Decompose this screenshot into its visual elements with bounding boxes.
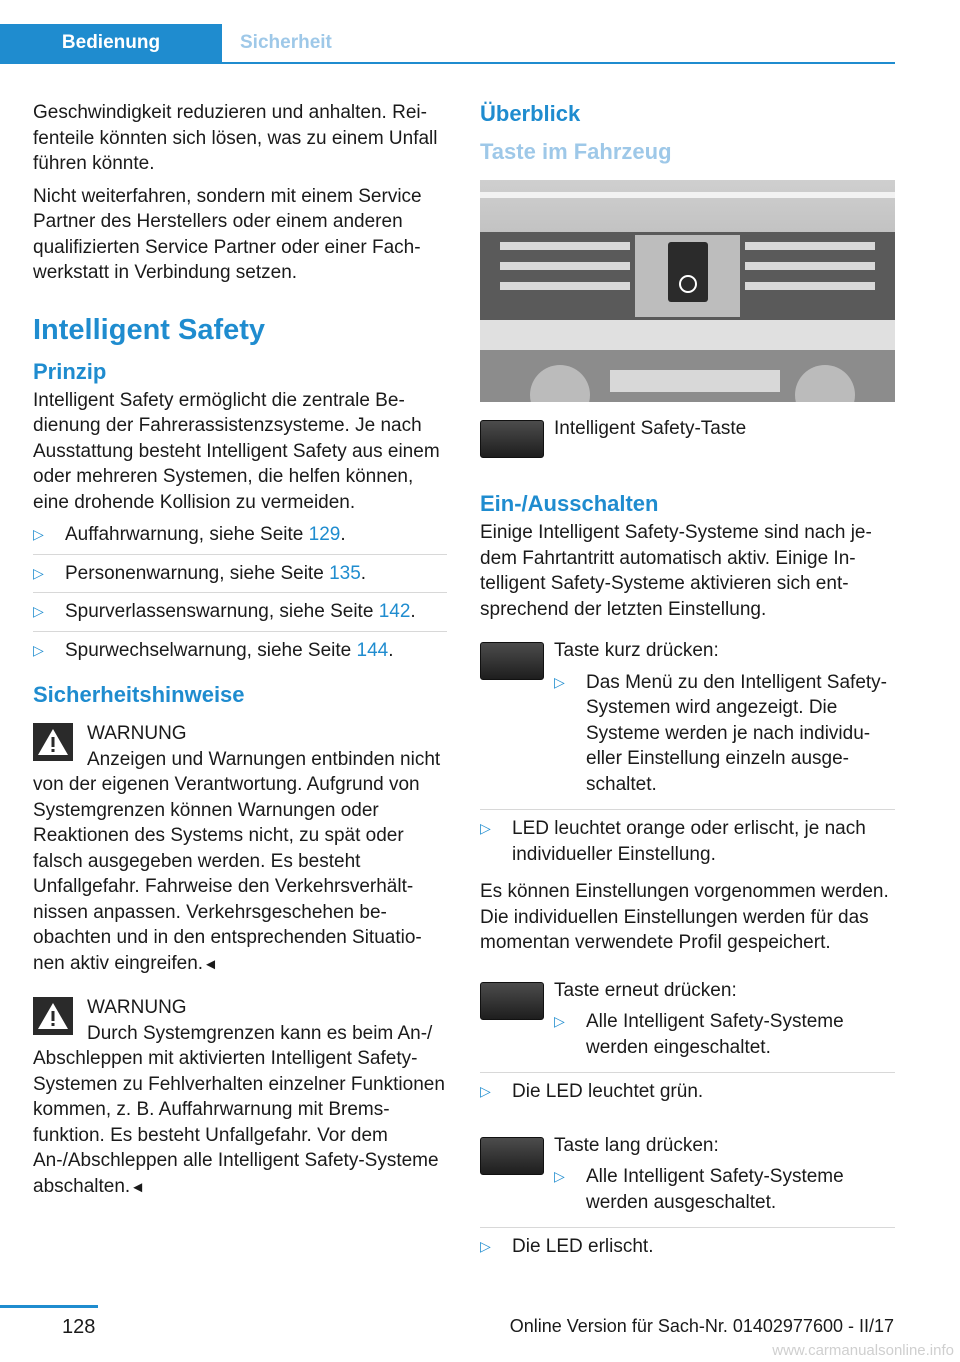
list-item: ▷ LED leuchtet orange oder erlischt, je nach individueller Einstellung. [480,818,866,865]
key-caption-row [480,416,895,466]
short-press-row [480,638,895,803]
onoff-text: Einige Intelligent Safety-Systeme sind nach jedem Fahrtantritt automatisch aktiv. Einige Intelligent Safety-Systeme aktivieren sich entsprechend der letzten Einstellung. [480,522,872,620]
bullet-triangle-icon: ▷ [33,564,44,581]
warning-title: WARNUNG [87,723,187,744]
settings-text: Es können Einstellungen vorgenommen werden. Die individuellen Einstellungen werden für das momentan verwendete Profil gespeichert. [480,881,889,953]
safety-heading: Sicherheitshinweise [33,682,245,707]
warning-text: Durch Systemgrenzen kann es beim An-/ Abschleppen mit aktivierten Intelligent Safety-Systemen zu Fehlverhalten einzelner Funktionen kommen, z. B. Auffahrwarnung mit Bremsfunktion. Es besteht Unfallgefahr. Vor dem An-/Abschleppen alle Intelligent Safety-Systeme abschalten. [33,1022,445,1197]
warning-triangle-icon [33,723,73,761]
long-press-label: Taste lang drücken: [554,1134,719,1156]
intro-paragraph-2: Nicht weiterfahren, sondern mit einem Service Partner des Herstellers oder einem anderen qualifizierten Service Partner oder einer Fachwerkstatt in Verbindung setzen. [33,185,422,283]
list-item: ▷ Alle Intelligent Safety-Systeme werden ausgeschaltet. [554,1166,844,1213]
chapter-tabs [0,24,895,64]
dashboard-button-photo [480,180,895,402]
list-item: ▷ Auffahrwarnung, siehe Seite 129. [33,522,447,555]
intro-paragraph-1: Geschwindigkeit reduzieren und anhalten. Reifenteile könnten sich lösen, was zu einem Unfall führen könnte. [33,102,438,174]
tab-sicherheit[interactable]: Sicherheit [240,32,332,53]
onoff-heading: Ein-/Ausschalten [480,491,659,516]
prinzip-text: Intelligent Safety ermöglicht die zentrale Bedienung der Fahrerassistenzsysteme. Je nach Ausstattung besteht Intelligent Safety aus einem oder mehreren Systemen, die helfen können, eine drohende Kollision zu vermeiden. [33,389,440,513]
page-link[interactable]: 142 [378,601,411,622]
warning-block-1 [33,719,447,977]
list-item: ▷ Spurverlassenswarnung, siehe Seite 142. [33,599,447,632]
bullet-triangle-icon: ▷ [480,820,491,836]
button-location-heading: Taste im Fahrzeug [480,139,672,164]
key-caption: Intelligent Safety-Taste [554,418,747,439]
short-press-label: Taste kurz drücken: [554,640,719,661]
intelligent-safety-key-icon [480,982,544,1020]
bullet-triangle-icon: ▷ [480,1083,491,1099]
bullet-triangle-icon: ▷ [33,641,44,658]
warning-text: Anzeigen und Warnungen entbinden nicht von der eigenen Verantwortung. Aufgrund von Systemgrenzen können Warnungen oder Reaktionen des Systems nicht, zu spät oder falsch ausgegeben werden. Es besteht Unfallgefahr. Fahrweise den Verkehrsverhältnissen anpassen. Verkehrsgeschehen beobachten und in den entsprechenden Situationen aktiv eingreifen. [33,748,441,974]
bullet-triangle-icon: ▷ [33,603,44,619]
bullet-triangle-icon: ▷ [33,526,44,542]
list-item: ▷ Die LED leuchtet grün. [480,1079,895,1111]
footer-version: Online Version für Sach-Nr. 01402977600 - II/17 [509,1316,894,1336]
list-item: ▷ Personenwarnung, siehe Seite 135. [33,561,447,594]
warning-block-2 [33,993,447,1200]
bullet-triangle-icon: ▷ [480,1238,491,1254]
list-item: ▷ Alle Intelligent Safety-Systeme werden eingeschaltet. [554,1011,844,1058]
overview-heading: Überblick [480,101,581,126]
page-link[interactable]: 135 [329,562,361,584]
footer-rule [0,1305,98,1308]
long-press-row [480,1133,895,1222]
intelligent-safety-key-icon [480,642,544,680]
intelligent-safety-key-icon [480,420,544,458]
bullet-triangle-icon: ▷ [554,1013,565,1029]
intelligent-safety-key-icon [480,1137,544,1175]
prinzip-heading: Prinzip [33,358,107,384]
again-press-row [480,978,895,1067]
bullet-triangle-icon: ▷ [554,673,565,690]
list-item: ▷ Die LED erlischt. [480,1234,895,1266]
warning-title: WARNUNG [87,997,187,1018]
bullet-triangle-icon: ▷ [554,1168,565,1184]
section-title: Intelligent Safety [33,313,266,346]
list-item: ▷ Das Menü zu den Intelligent Safety-Systemen wird angezeigt. Die Systeme werden je nach individueller Einstellung einzeln ausgeschaltet. [554,671,888,795]
list-item: ▷ Spurwechselwarnung, siehe Seite 144. [33,638,447,670]
page-link[interactable]: 144 [356,639,389,661]
watermark: www.carmanualsonline.info [772,1342,954,1359]
assistance-list [33,522,447,669]
end-mark: ◄ [130,1178,146,1196]
page-number: 128 [62,1316,96,1338]
right-column [480,100,895,1272]
page-link[interactable]: 129 [308,524,341,545]
warning-triangle-icon [33,997,73,1035]
left-column [33,100,447,1200]
tab-bedienung[interactable]: Bedienung [0,24,222,62]
end-mark: ◄ [203,955,218,973]
again-press-label: Taste erneut drücken: [554,979,737,1001]
